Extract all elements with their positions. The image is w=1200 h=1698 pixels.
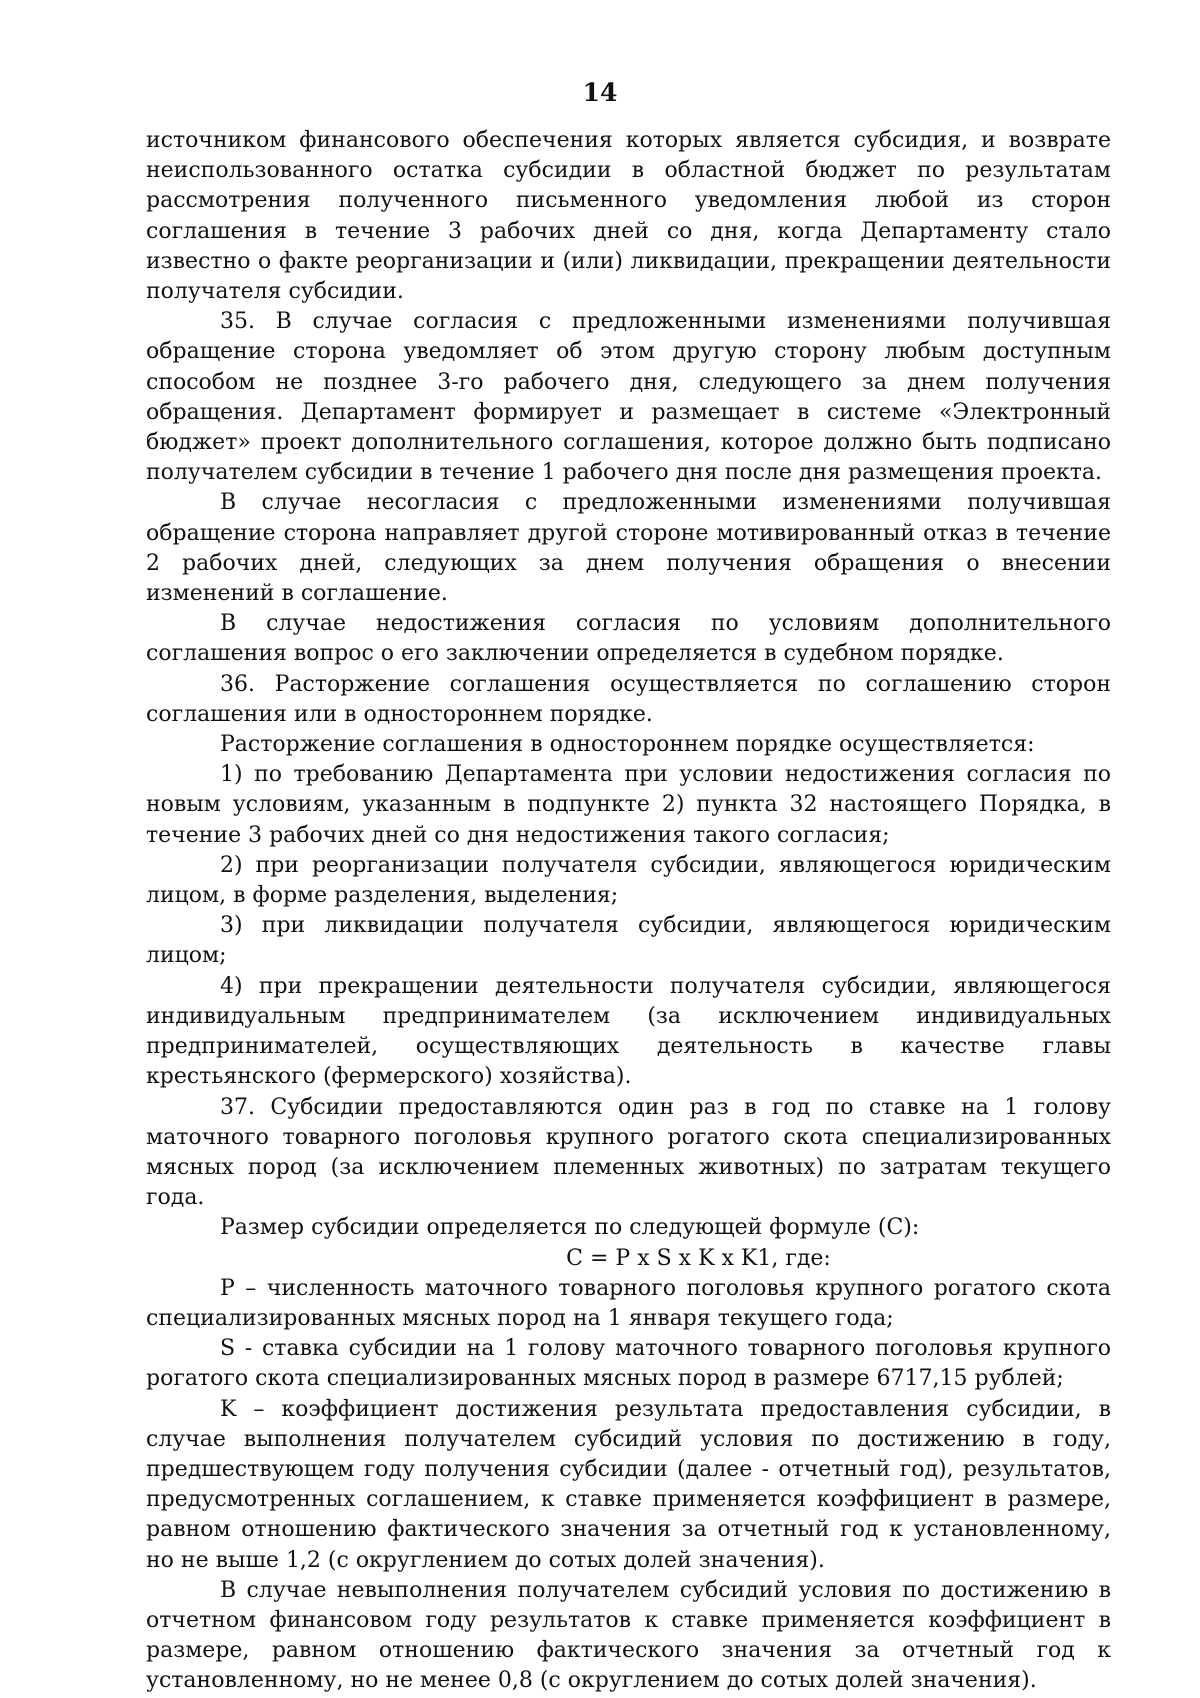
paragraph-continuation: источником финансового обеспечения которых является субсидия, и возврате неиспользованного остатка субсидии в областной бюджет по результатам рассмотрения полученного письменного уведомления любой из сторон соглашения в течение 3 рабочих дней со дня, когда Департаменту стало известно о факте реорганизации и (или) ликвидации, прекращении деятельности получателя субсидии. [146,128,1111,305]
document-body [146,126,1111,1697]
paragraph-non-fulfillment: В случае невыполнения получателем субсидий условия по достижению в отчетном финансовом году результатов к ставке применяется коэффициент в размере, равном отношению фактического значения за отчетный год к установленному, но не менее 0,8 (с округлением до сотых долей значения). [146,1577,1111,1694]
paragraph-36: 36. Расторжение соглашения осуществляется по соглашению сторон соглашения или в одностороннем порядке. [146,671,1111,727]
definition-k: K – коэффициент достижения результата предоставления субсидии, в случае выполнения получателем субсидий условия по достижению в году, предшествующем году получения субсидии (далее - отчетный год), результатов, предусмотренных соглашением, к ставке применяется коэффициент в размере, равном отношению фактического значения за отчетный год к установленному, но не выше 1,2 (с округлением до сотых долей значения). [146,1396,1111,1573]
definition-p: P – численность маточного товарного поголовья крупного рогатого скота специализированных мясных пород на 1 января текущего года; [146,1275,1111,1331]
list-item-1: 1) по требованию Департамента при условии недостижения согласия по новым условиям, указанным в подпункте 2) пункта 32 настоящего Порядка, в течение 3 рабочих дней со дня недостижения такого согласия; [146,762,1111,848]
paragraph-disagreement: В случае несогласия с предложенными изменениями получившая обращение сторона направляет другой стороне мотивированный отказ в течение 2 рабочих дней, следующих за днем получения обращения о внесении изменений в соглашение. [146,490,1111,607]
paragraph-unilateral-termination: Расторжение соглашения в одностороннем порядке осуществляется: [220,732,1035,758]
page-number: 14 [582,78,618,107]
paragraph-formula-intro: Размер субсидии определяется по следующей формуле (С): [220,1215,920,1241]
paragraph-no-agreement: В случае недостижения согласия по условиям дополнительного соглашения вопрос о его заключении определяется в судебном порядке. [146,611,1111,667]
paragraph-35: 35. В случае согласия с предложенными изменениями получившая обращение сторона уведомляет об этом другую сторону любым доступным способом не позднее 3-го рабочего дня, следующего за днем получения обращения. Департамент формирует и размещает в системе «Электронный бюджет» проект дополнительного соглашения, которое должно быть подписано получателем субсидии в течение 1 рабочего дня после дня размещения проекта. [146,309,1111,486]
list-item-4: 4) при прекращении деятельности получателя субсидии, являющегося индивидуальным предпринимателем (за исключением индивидуальных предпринимателей, осуществляющих деятельность в качестве главы крестьянского (фермерского) хозяйства). [146,973,1111,1090]
formula: С = P х S х K х K1, где: [566,1245,831,1271]
list-item-2: 2) при реорганизации получателя субсидии, являющегося юридическим лицом, в форме разделения, выделения; [146,852,1111,909]
list-item-3: 3) при ликвидации получателя субсидии, являющегося юридическим лицом; [146,913,1111,969]
definition-s: S - ставка субсидии на 1 голову маточного товарного поголовья крупного рогатого скота специализированных мясных пород в размере 6717,15 рублей; [146,1336,1111,1392]
paragraph-37: 37. Субсидии предоставляются один раз в год по ставке на 1 голову маточного товарного поголовья крупного рогатого скота специализированных мясных пород (за исключением племенных животных) по затратам текущего года. [146,1094,1111,1211]
